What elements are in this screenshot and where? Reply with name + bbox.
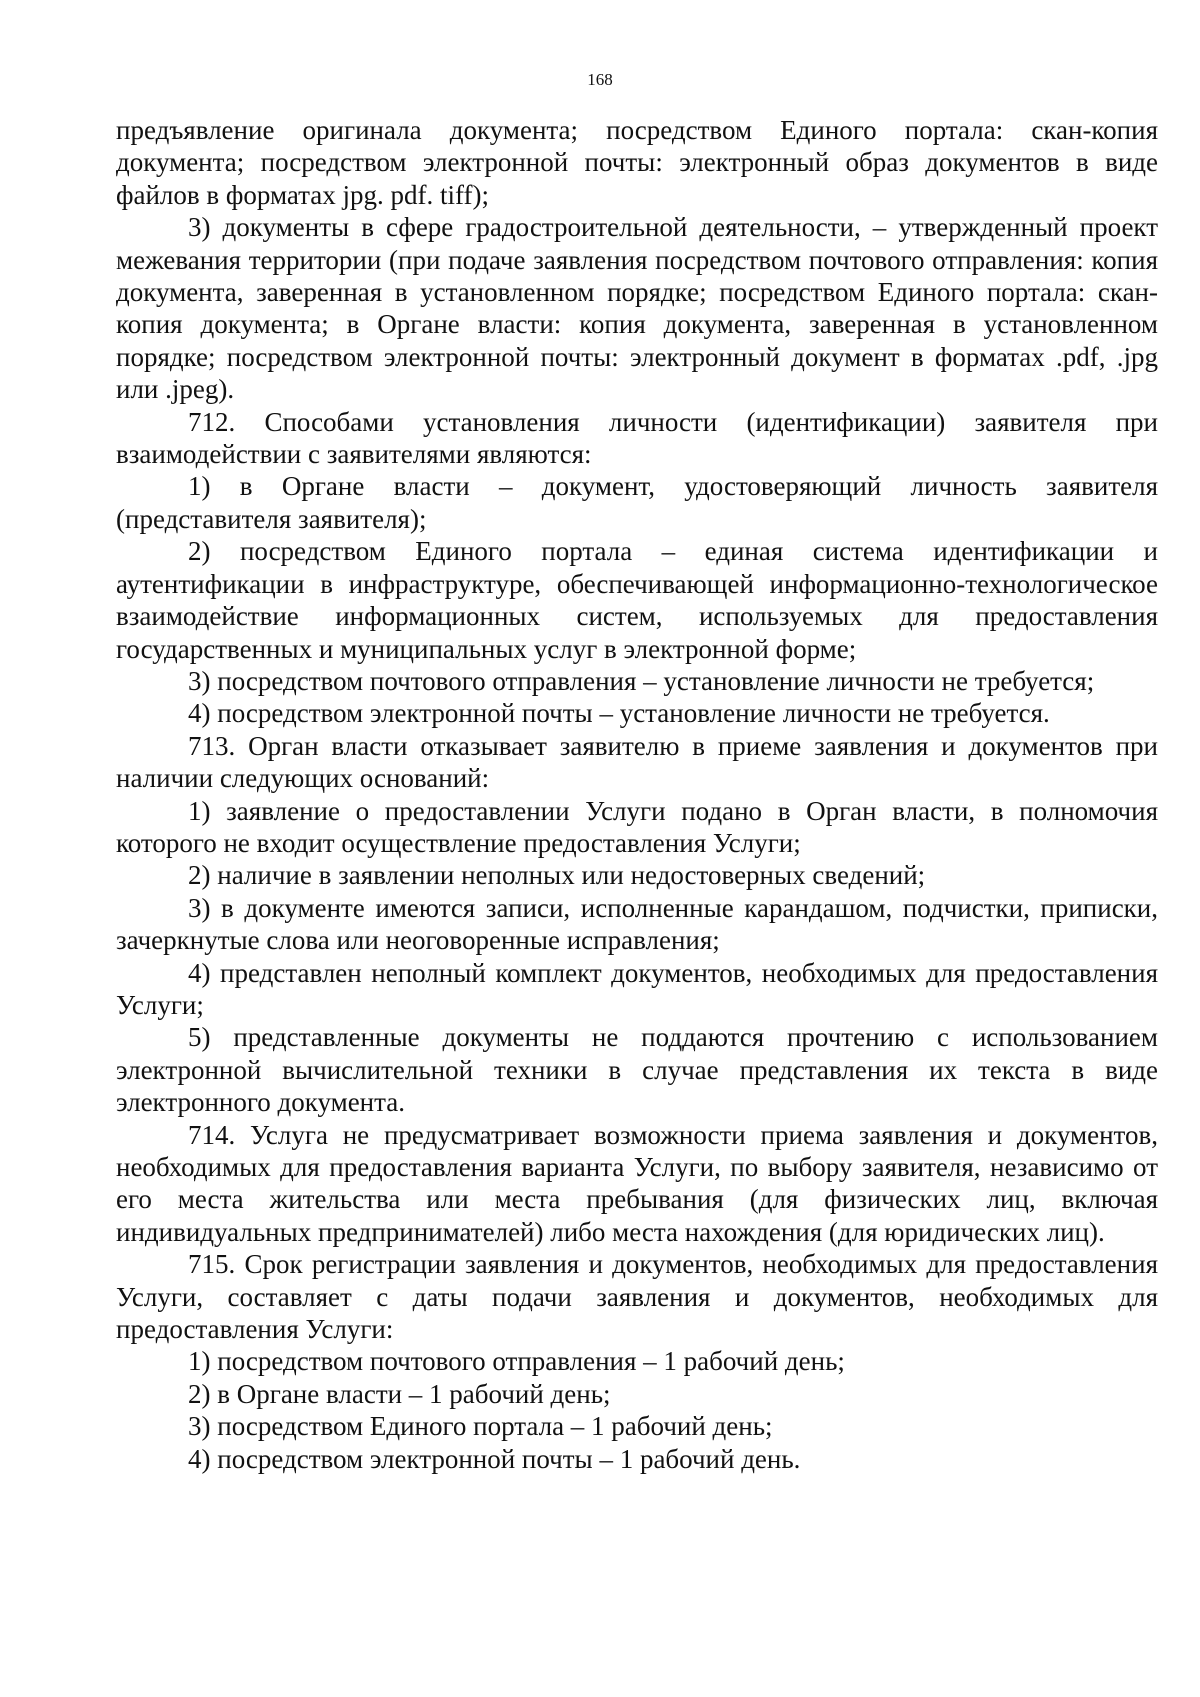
paragraph-list-item: 2) посредством Единого портала – единая система идентификации и аутентификации в инфраструктуре, обеспечивающей информационно-технологическое взаимодействие информационных систем, используемых для предоставления государственных и муниципальных услуг в электронной форме;	[116, 536, 1158, 664]
paragraph-list-item: 3) посредством почтового отправления – установление личности не требуется;	[188, 665, 1095, 696]
paragraph-section-715: 715. Срок регистрации заявления и документов, необходимых для предоставления Услуги, составляет с даты подачи заявления и документов, необходимых для предоставления Услуги:	[116, 1249, 1158, 1345]
paragraph-list-item: 3) посредством Единого портала – 1 рабочий день;	[188, 1411, 773, 1442]
paragraph-list-item: 5) представленные документы не поддаются прочтению с использованием электронной вычислительной техники в случае представления их текста в виде электронного документа.	[116, 1022, 1158, 1118]
paragraph-section-713: 713. Орган власти отказывает заявителю в приеме заявления и документов при наличии следующих оснований:	[116, 730, 1158, 794]
paragraph-list-item: 4) посредством электронной почты – 1 рабочий день.	[188, 1443, 801, 1474]
paragraph-list-item: 2) в Органе власти – 1 рабочий день;	[188, 1378, 611, 1409]
document-body	[116, 114, 1158, 1475]
paragraph-list-item: 3) документы в сфере градостроительной деятельности, – утвержденный проект межевания территории (при подаче заявления посредством почтового отправления: копия документа, заверенная в установленном порядке; посредством Единого портала: скан-копия документа; в Органе власти: копия документа, заверенная в установленном порядке; посредством электронной почты: электронный документ в форматах .pdf, .jpg или .jpeg).	[116, 212, 1158, 405]
paragraph-section-714: 714. Услуга не предусматривает возможности приема заявления и документов, необходимых для предоставления варианта Услуги, по выбору заявителя, независимо от его места жительства или места пребывания (для физических лиц, включая индивидуальных предпринимателей) либо места нахождения (для юридических лиц).	[116, 1119, 1158, 1247]
paragraph-list-item: 1) заявление о предоставлении Услуги подано в Орган власти, в полномочия которого не входит осуществление предоставления Услуги;	[116, 795, 1158, 858]
paragraph-continuation: предъявление оригинала документа; посредством Единого портала: скан-копия документа; посредством электронной почты: электронный образ документов в виде файлов в форматах jpg. pdf. tiff);	[116, 115, 1158, 210]
paragraph-list-item: 4) посредством электронной почты – установление личности не требуется.	[188, 698, 1050, 729]
paragraph-list-item: 1) посредством почтового отправления – 1 рабочий день;	[188, 1346, 845, 1377]
page-number: 168	[587, 70, 613, 89]
paragraph-list-item: 3) в документе имеются записи, исполненные карандашом, подчистки, приписки, зачеркнутые слова или неоговоренные исправления;	[116, 892, 1158, 956]
paragraph-list-item: 1) в Органе власти – документ, удостоверяющий личность заявителя (представителя заявителя);	[116, 471, 1158, 534]
paragraph-list-item: 2) наличие в заявлении неполных или недостоверных сведений;	[188, 860, 926, 891]
paragraph-list-item: 4) представлен неполный комплект документов, необходимых для предоставления Услуги;	[116, 957, 1158, 1020]
paragraph-section-712: 712. Способами установления личности (идентификации) заявителя при взаимодействии с заявителями являются:	[116, 406, 1158, 470]
